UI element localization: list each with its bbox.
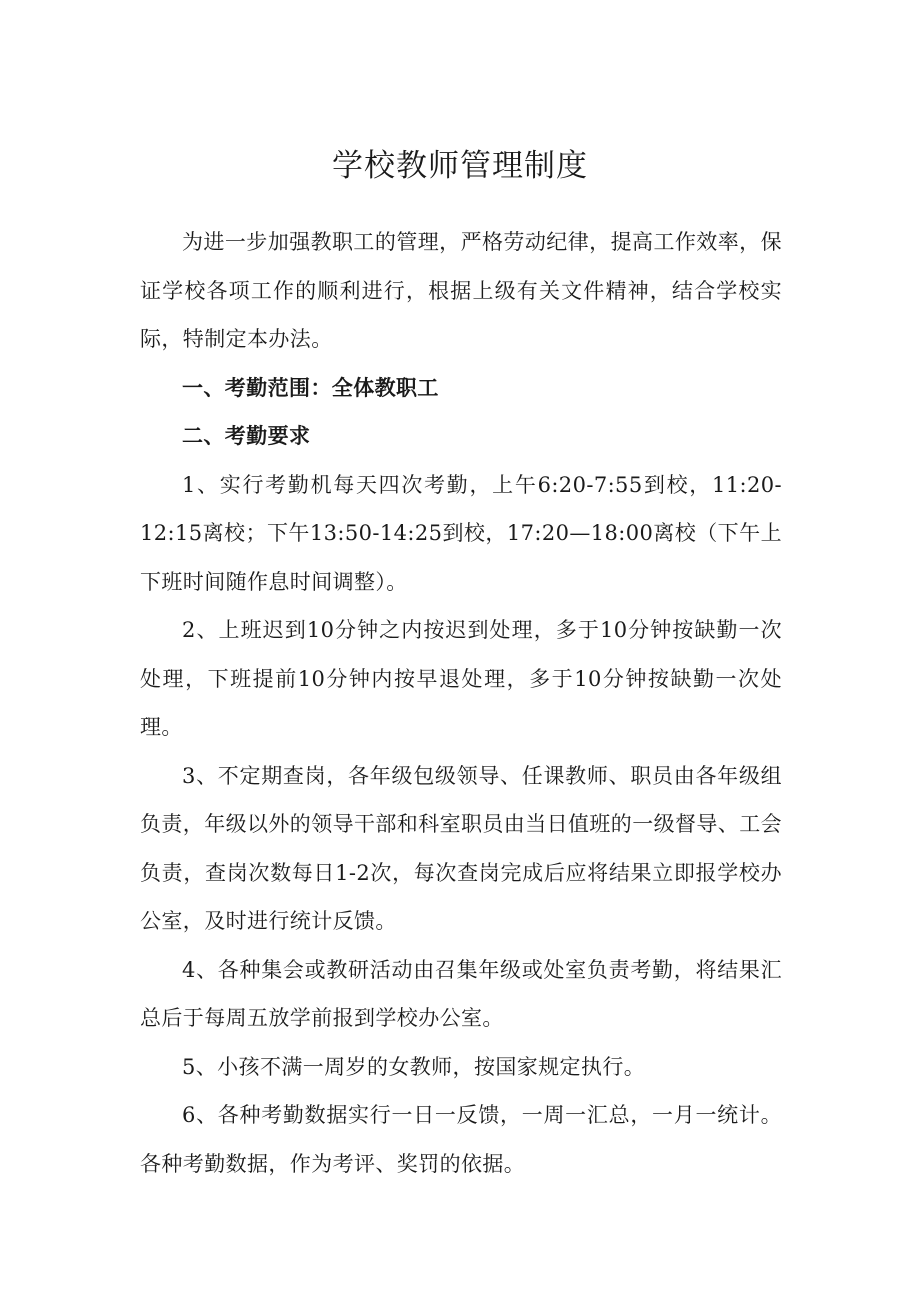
requirement-item-6: 6、各种考勤数据实行一日一反馈，一周一汇总，一月一统计。各种考勤数据，作为考评、奖罚的依据。 xyxy=(140,1103,782,1176)
requirement-item-4: 4、各种集会或教研活动由召集年级或处室负责考勤，将结果汇总后于每周五放学前报到学校办公室。 xyxy=(140,957,782,1030)
section-heading-attendance-requirements: 二、考勤要求 xyxy=(182,424,311,448)
document-body xyxy=(140,218,782,1188)
requirement-item-3: 3、不定期查岗，各年级包级领导、任课教师、职员由各年级组负责，年级以外的领导干部和科室职员由当日值班的一级督导、工会负责，查岗次数每日1-2次，每次查岗完成后应将结果立即报学校办公室，及时进行统计反馈。 xyxy=(140,763,782,933)
requirement-item-2: 2、上班迟到10分钟之内按迟到处理，多于10分钟按缺勤一次处理，下班提前10分钟内按早退处理，多于10分钟按缺勤一次处理。 xyxy=(140,618,782,739)
requirement-item-5: 5、小孩不满一周岁的女教师，按国家规定执行。 xyxy=(182,1054,646,1079)
requirement-item-1: 1、实行考勤机每天四次考勤，上午6:20-7:55到校，11:20-12:15离校；下午13:50-14:25到校，17:20—18:00离校（下午上下班时间随作息时间调整）。 xyxy=(140,472,782,594)
document-title: 学校教师管理制度 xyxy=(332,148,588,184)
intro-paragraph: 为进一步加强教职工的管理，严格劳动纪律，提高工作效率，保证学校各项工作的顺利进行，根据上级有关文件精神，结合学校实际，特制定本办法。 xyxy=(140,230,782,351)
section-heading-attendance-scope: 一、考勤范围：全体教职工 xyxy=(182,375,439,400)
